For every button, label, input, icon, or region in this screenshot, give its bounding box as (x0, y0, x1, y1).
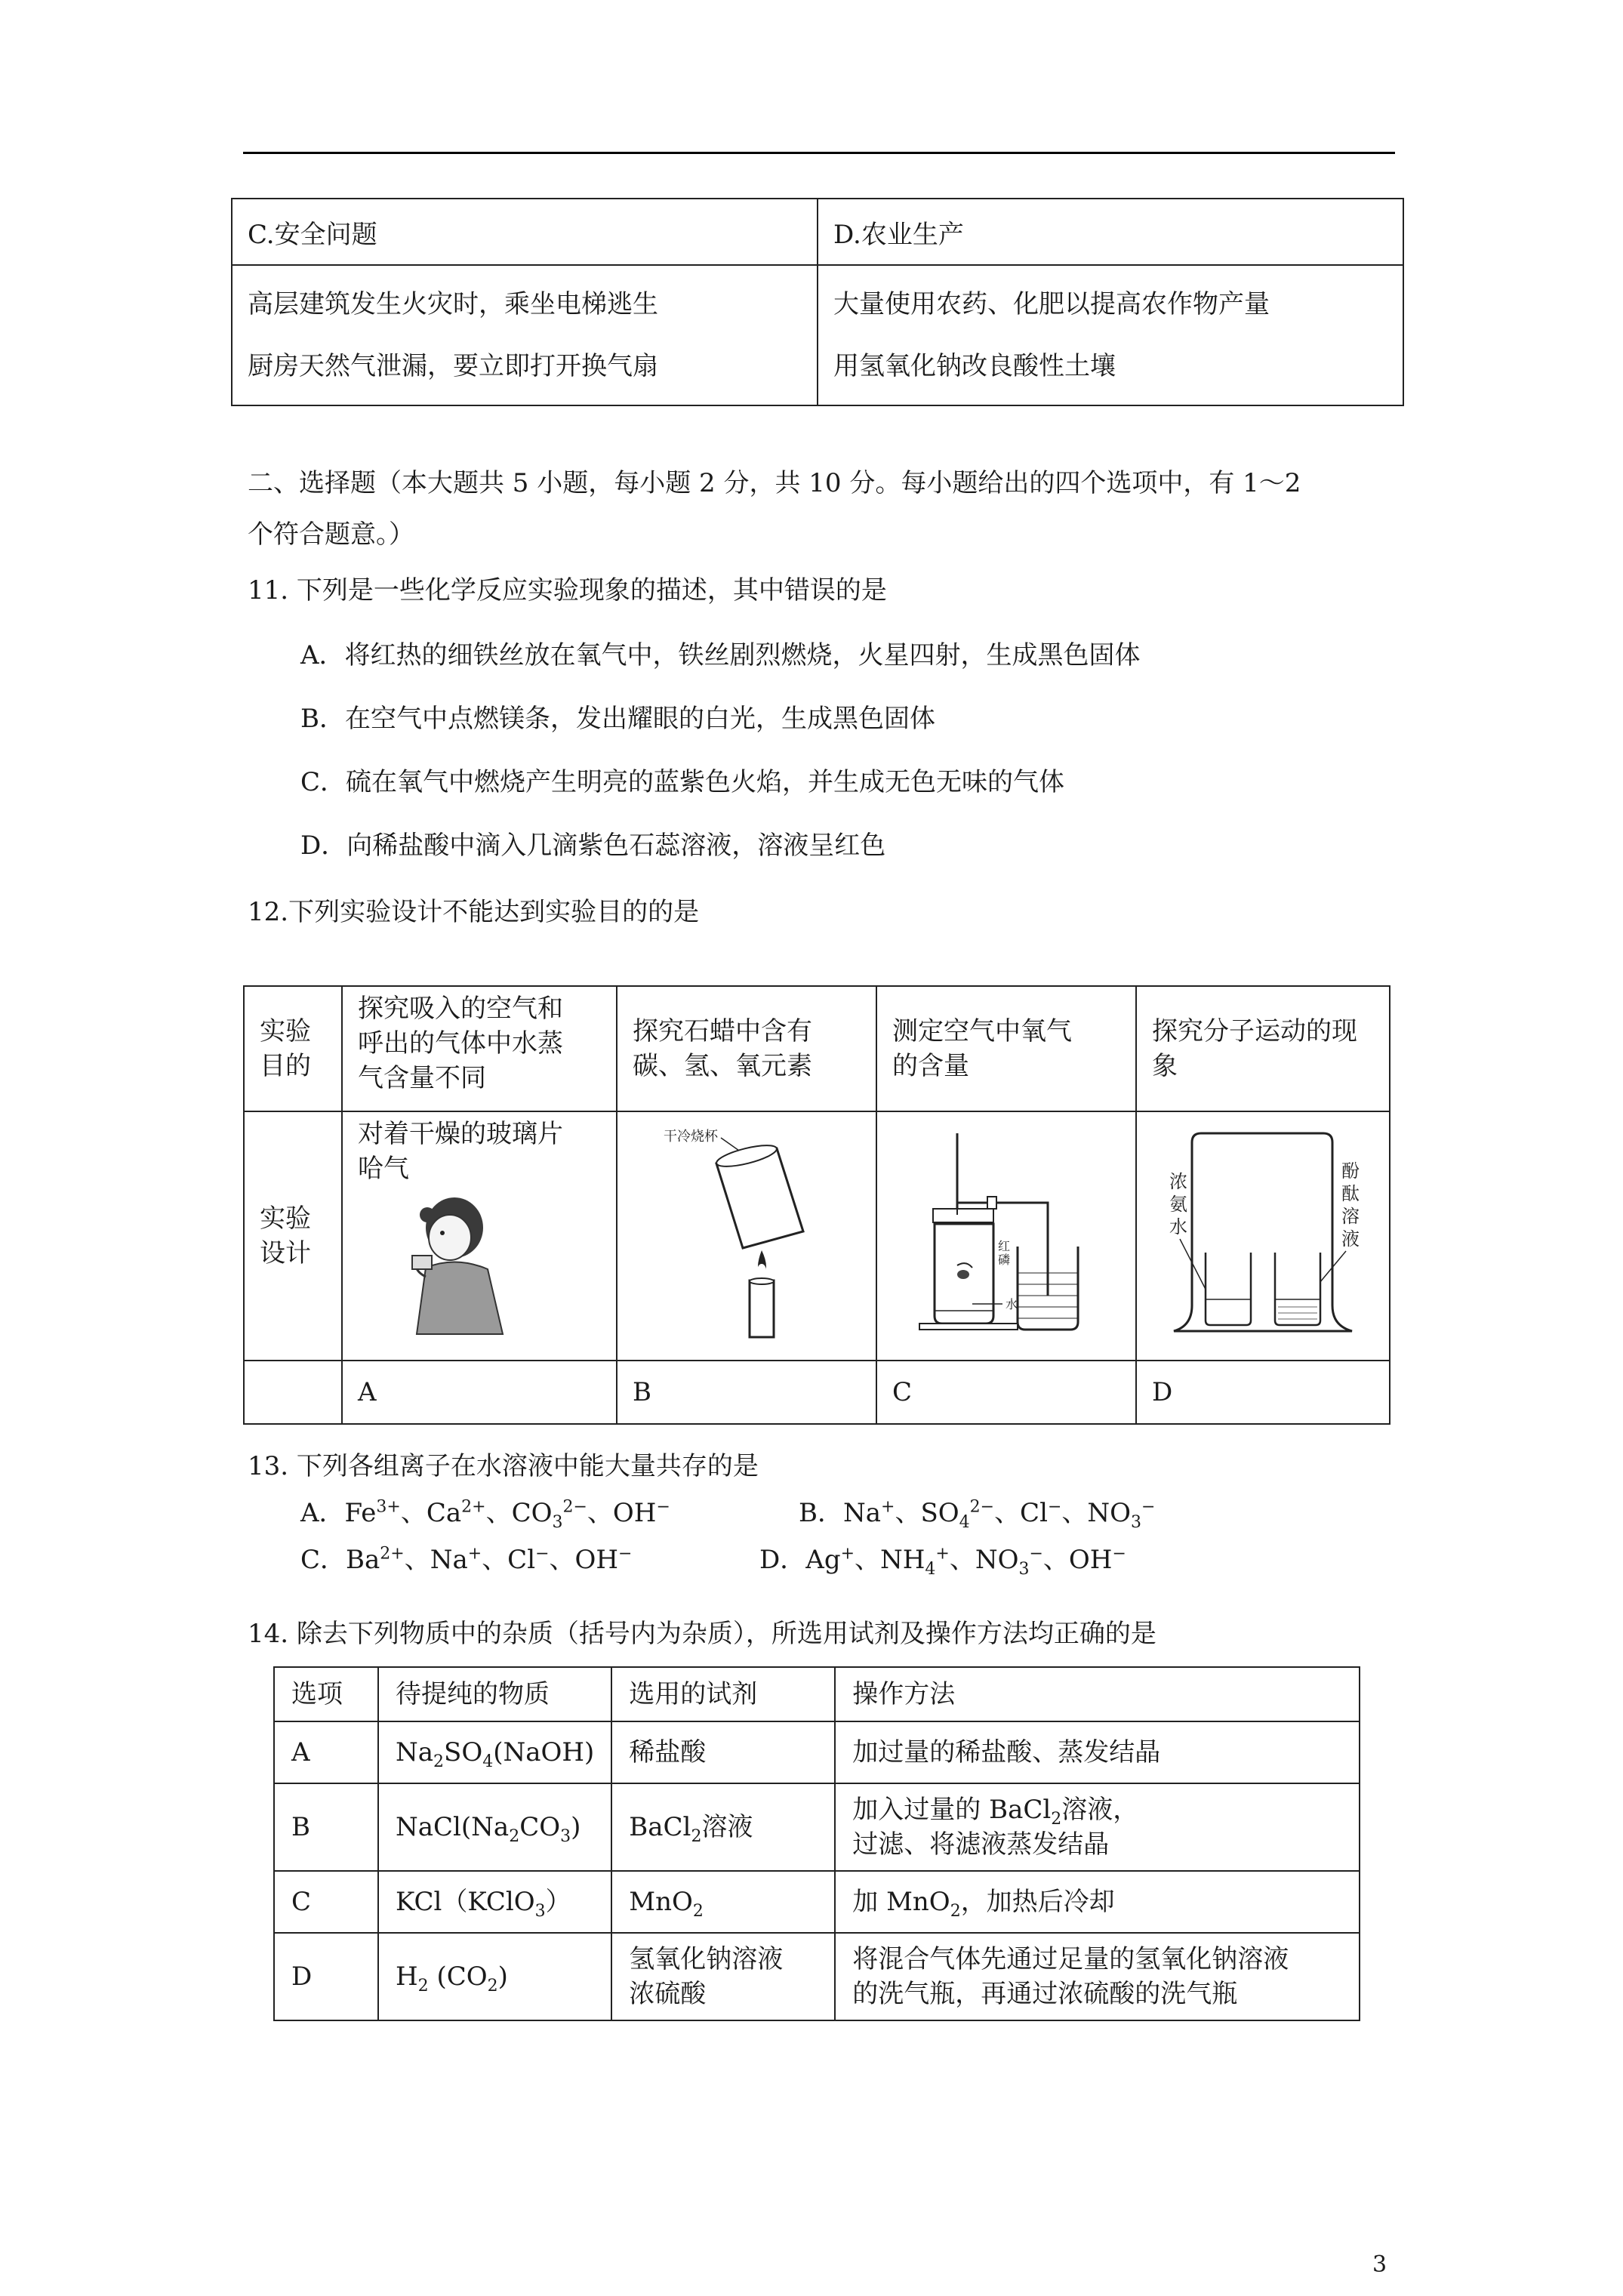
red-phosphorus-label-2: 磷 (998, 1253, 1011, 1267)
purpose-a-2: 呼出的气体中水蒸 (358, 1028, 563, 1059)
c-item-1: 高层建筑发生火灾时，乘坐电梯逃生 (248, 289, 658, 319)
row-a-substance: $Na_2SO_4(NaOH)$ (378, 1721, 611, 1783)
phenolphthalein-label-2: 酞 (1341, 1183, 1360, 1204)
options-label-empty (244, 1361, 342, 1424)
section-heading-line1: 二、选择题（本大题共 5 小题，每小题 2 分，共 10 分。每小题给出的四个选项中，有 1～2 (248, 468, 1301, 498)
girl-breathing-illustration (396, 1186, 531, 1337)
q13-option-a: A．$Fe^{3+}$、$Ca^{2+}$、$CO_3^{2-}$、OH− (300, 1497, 670, 1532)
header-method: 操作方法 (835, 1667, 1360, 1721)
row-c-substance: KCl（KClO$_3$） (378, 1871, 611, 1933)
q11-option-b: B．在空气中点燃镁条，发出耀眼的白光，生成黑色固体 (300, 704, 935, 734)
q13-option-d: D．Ag+、$NH_4^+$、$NO_3^-$、OH− (759, 1544, 1126, 1579)
purpose-c (876, 986, 1136, 1111)
d-item-1: 大量使用农药、化肥以提高农作物产量 (833, 289, 1270, 319)
q14-purification-table (273, 1666, 1360, 2021)
row-d-option: D (274, 1933, 378, 2020)
row-a-method: 加过量的稀盐酸、蒸发结晶 (835, 1721, 1360, 1783)
phenolphthalein-label-3: 溶 (1341, 1206, 1360, 1227)
table-header-d: D.农业生产 (818, 199, 1403, 265)
q12-experiment-table (243, 985, 1390, 1425)
purpose-d-1: 探究分子运动的现 (1152, 1016, 1357, 1046)
design-label-1: 实验 (260, 1203, 311, 1234)
q14-stem: 14. 除去下列物质中的杂质（括号内为杂质），所选用试剂及操作方法均正确的是 (248, 1619, 1156, 1649)
purpose-a-1: 探究吸入的空气和 (358, 994, 563, 1024)
q12-option-c: C (876, 1361, 1136, 1424)
phenolphthalein-label-4: 液 (1341, 1228, 1360, 1250)
q12-stem: 12.下列实验设计不能达到实验目的的是 (248, 897, 700, 927)
row-c-method: 加 MnO$_2$，加热后冷却 (835, 1871, 1360, 1933)
purpose-d-2: 象 (1152, 1051, 1178, 1081)
molecular-motion-diagram (1157, 1118, 1369, 1345)
table-row (274, 1783, 1360, 1871)
purpose-label-1: 实验 (260, 1016, 311, 1046)
row-c-option: C (274, 1871, 378, 1933)
q11-option-c: C．硫在氧气中燃烧产生明亮的蓝紫色火焰，并生成无色无味的气体 (300, 767, 1065, 797)
purpose-c-1: 测定空气中氧气 (892, 1016, 1072, 1046)
design-d (1136, 1111, 1390, 1361)
table-cell-c (232, 265, 818, 405)
row-d-substance: $H_2$ $(CO_2)$ (378, 1933, 611, 2020)
c-item-2: 厨房天然气泄漏，要立即打开换气扇 (248, 351, 658, 381)
ammonia-label-2: 氨 (1169, 1194, 1187, 1215)
design-b (617, 1111, 876, 1361)
q11-option-d: D．向稀盐酸中滴入几滴紫色石蕊溶液，溶液呈红色 (300, 831, 886, 861)
phenolphthalein-label-1: 酚 (1341, 1160, 1360, 1182)
row-a-option: A (274, 1721, 378, 1783)
row-b-method: 加入过量的 BaCl$_2$溶液， 过滤、将滤液蒸发结晶 (835, 1783, 1360, 1871)
page-number: 3 (1372, 2251, 1387, 2278)
purpose-b (617, 986, 876, 1111)
table-row (274, 1721, 1360, 1783)
cold-beaker-candle-diagram (648, 1118, 845, 1345)
row-d-reagent: 氢氧化钠溶液 浓硫酸 (611, 1933, 835, 2020)
red-phosphorus-label-1: 红 (998, 1239, 1011, 1253)
purpose-a-3: 气含量不同 (358, 1063, 486, 1093)
purpose-a (342, 986, 617, 1111)
q11-option-a: A．将红热的细铁丝放在氧气中，铁丝剧烈燃烧，火星四射，生成黑色固体 (300, 640, 1141, 670)
design-c (876, 1111, 1136, 1361)
row-b-option: B (274, 1783, 378, 1871)
row-b-reagent: BaCl$_2$溶液 (611, 1783, 835, 1871)
ammonia-label-3: 水 (1169, 1216, 1187, 1237)
water-label: 水 (1006, 1297, 1018, 1311)
q11-stem: 11. 下列是一些化学反应实验现象的描述，其中错误的是 (248, 575, 887, 606)
row-b-substance: $NaCl(Na_2CO_3)$ (378, 1783, 611, 1871)
header-rule (243, 152, 1395, 154)
purpose-d (1136, 986, 1390, 1111)
header-option: 选项 (274, 1667, 378, 1721)
q13-option-b: B．Na+、$SO_4^{2-}$、Cl−、$NO_3^-$ (799, 1497, 1156, 1532)
design-a-caption-2: 哈气 (358, 1154, 409, 1184)
table-row (274, 1871, 1360, 1933)
table-row (274, 1933, 1360, 2020)
purpose-b-1: 探究石蜡中含有 (633, 1016, 812, 1046)
purpose-c-2: 的含量 (892, 1051, 969, 1081)
ammonia-label-1: 浓 (1169, 1171, 1187, 1192)
purpose-b-2: 碳、氢、氧元素 (633, 1051, 812, 1081)
design-a-caption-1: 对着干燥的玻璃片 (358, 1119, 563, 1149)
design-label-2: 设计 (260, 1238, 311, 1268)
design-label (244, 1111, 342, 1361)
purpose-label-2: 目的 (260, 1051, 311, 1081)
q13-option-c: C．$Ba^{2+}$、Na+、Cl−、OH− (300, 1544, 633, 1575)
q12-option-d: D (1136, 1361, 1390, 1424)
safety-agriculture-table (231, 198, 1404, 406)
design-a (342, 1111, 617, 1361)
section-heading-line2: 个符合题意。） (248, 519, 414, 550)
oxygen-measure-apparatus (904, 1118, 1108, 1345)
purpose-label (244, 986, 342, 1111)
row-c-reagent: MnO$_2$ (611, 1871, 835, 1933)
row-a-reagent: 稀盐酸 (611, 1721, 835, 1783)
header-reagent: 选用的试剂 (611, 1667, 835, 1721)
q12-option-a: A (342, 1361, 617, 1424)
header-substance: 待提纯的物质 (378, 1667, 611, 1721)
q12-option-b: B (617, 1361, 876, 1424)
row-d-method: 将混合气体先通过足量的氢氧化钠溶液 的洗气瓶，再通过浓硫酸的洗气瓶 (835, 1933, 1360, 2020)
q13-stem: 13. 下列各组离子在水溶液中能大量共存的是 (248, 1451, 759, 1481)
table-cell-d (818, 265, 1403, 405)
cold-beaker-label: 干冷烧杯 (664, 1129, 718, 1145)
table-header-c: C.安全问题 (232, 199, 818, 265)
d-item-2: 用氢氧化钠改良酸性土壤 (833, 351, 1116, 381)
